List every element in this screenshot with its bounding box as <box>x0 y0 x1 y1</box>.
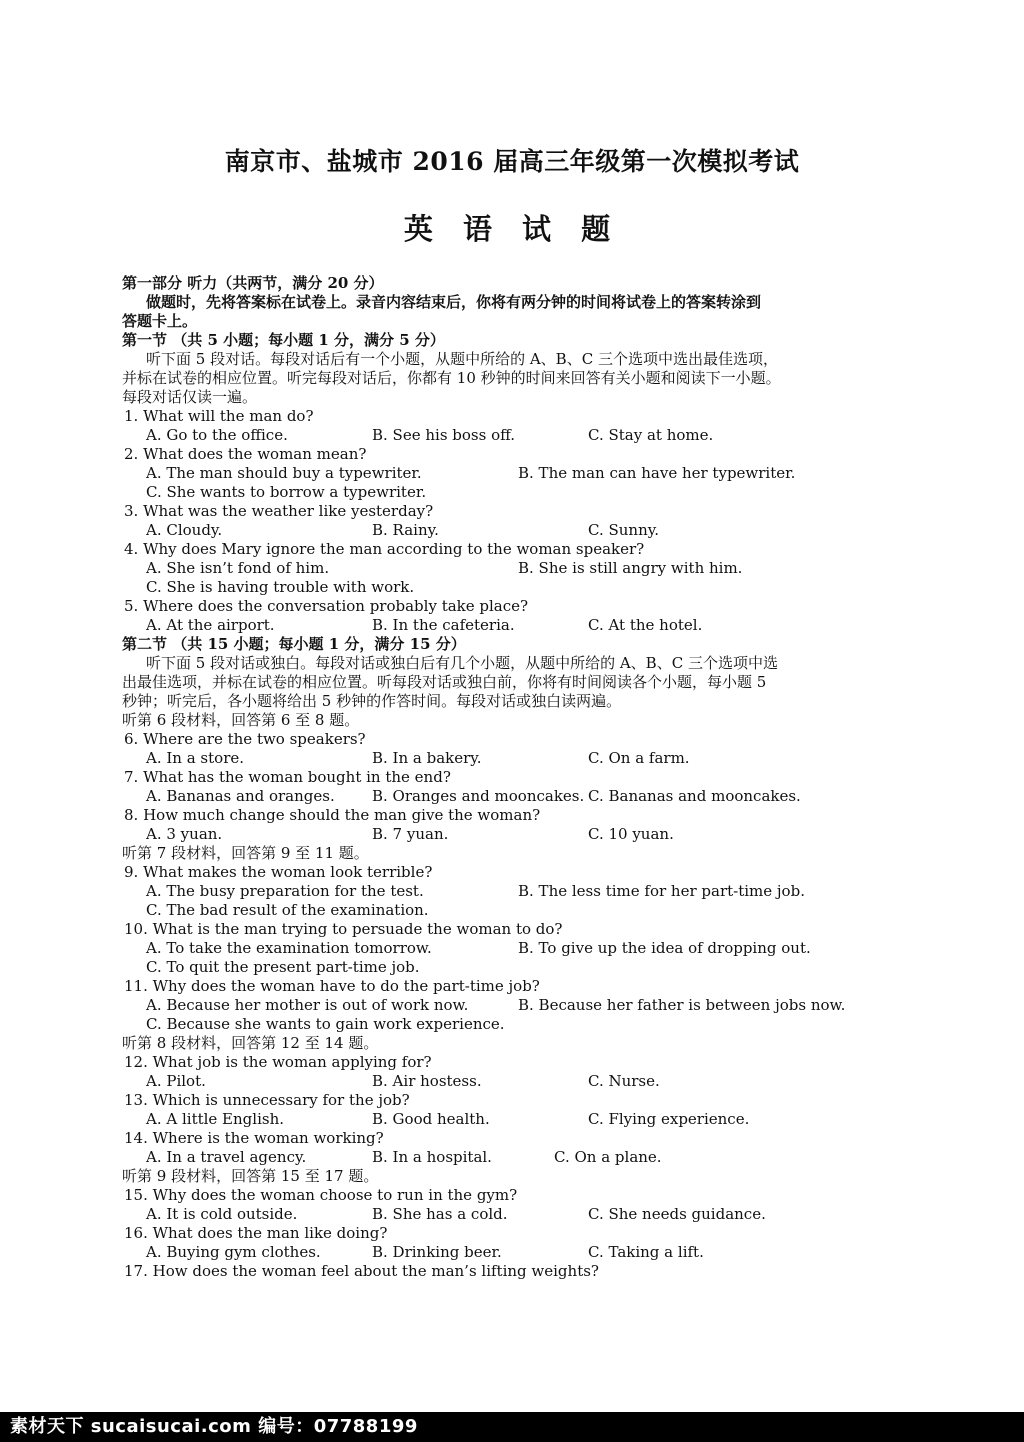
option-b: B. Good health. <box>372 1110 490 1128</box>
instruction-text: 听下面 5 段对话。每段对话后有一个小题，从题中所给的 A、B、C 三个选项中选出最佳选项， <box>146 350 778 368</box>
option-c: C. She is having trouble with work. <box>146 578 415 596</box>
answer-options <box>122 996 912 1015</box>
option-c: C. Taking a lift. <box>588 1243 704 1261</box>
answer-options <box>122 559 912 578</box>
answer-options <box>122 1243 912 1262</box>
option-a: A. A little English. <box>146 1110 284 1128</box>
question-text: 12. What job is the woman applying for? <box>124 1053 432 1071</box>
option-b: B. In a hospital. <box>372 1148 492 1166</box>
instruction-text: 听第 9 段材料，回答第 15 至 17 题。 <box>122 1167 379 1185</box>
instruction-text: 每段对话仅读一遍。 <box>122 388 258 406</box>
answer-options <box>122 749 912 768</box>
question-text: 16. What does the man like doing? <box>124 1224 388 1242</box>
option-a: A. Buying gym clothes. <box>146 1243 321 1261</box>
option-c: C. On a farm. <box>588 749 690 767</box>
answer-options <box>122 521 912 540</box>
option-a: A. At the airport. <box>146 616 275 634</box>
option-a: A. Because her mother is out of work now. <box>146 996 469 1014</box>
instruction-text: 听第 7 段材料，回答第 9 至 11 题。 <box>122 844 369 862</box>
instruction-text: 听第 6 段材料，回答第 6 至 8 题。 <box>122 711 360 729</box>
option-b: B. The man can have her typewriter. <box>518 464 796 482</box>
answer-options <box>122 882 912 901</box>
option-c: C. Stay at home. <box>588 426 714 444</box>
question-text: 15. Why does the woman choose to run in the gym? <box>124 1186 518 1204</box>
option-c: C. 10 yuan. <box>588 825 674 843</box>
option-c: C. Sunny. <box>588 521 659 539</box>
answer-options <box>122 578 912 597</box>
option-b: B. The less time for her part-time job. <box>518 882 805 900</box>
answer-options <box>122 1072 912 1091</box>
instruction-text: 听第 8 段材料，回答第 12 至 14 题。 <box>122 1034 379 1052</box>
option-a: A. 3 yuan. <box>146 825 223 843</box>
option-a: A. Go to the office. <box>146 426 288 444</box>
answer-options <box>122 787 912 806</box>
question-text: 6. Where are the two speakers? <box>124 730 366 748</box>
question-text: 4. Why does Mary ignore the man according to the woman speaker? <box>124 540 645 558</box>
option-c: C. To quit the present part-time job. <box>146 958 420 976</box>
section-heading: 第二节 （共 15 小题；每小题 1 分，满分 15 分） <box>122 635 466 653</box>
option-c: C. The bad result of the examination. <box>146 901 429 919</box>
answer-options <box>122 825 912 844</box>
option-b: B. In the cafeteria. <box>372 616 515 634</box>
option-a: A. In a travel agency. <box>146 1148 307 1166</box>
option-a: A. In a store. <box>146 749 245 767</box>
question-text: 9. What makes the woman look terrible? <box>124 863 433 881</box>
option-b: B. Drinking beer. <box>372 1243 502 1261</box>
option-a: A. The busy preparation for the test. <box>146 882 424 900</box>
option-c: C. Bananas and mooncakes. <box>588 787 801 805</box>
section-heading: 第一部分 听力（共两节，满分 20 分） <box>122 274 384 292</box>
exam-body <box>122 274 912 1281</box>
answer-options <box>122 958 912 977</box>
option-a: A. Pilot. <box>146 1072 206 1090</box>
question-text: 3. What was the weather like yesterday? <box>124 502 434 520</box>
section-heading: 第一节 （共 5 小题；每小题 1 分，满分 5 分） <box>122 331 445 349</box>
option-b: B. 7 yuan. <box>372 825 449 843</box>
option-c: C. On a plane. <box>554 1148 662 1166</box>
option-a: A. The man should buy a typewriter. <box>146 464 422 482</box>
answer-options <box>122 1205 912 1224</box>
option-a: A. Cloudy. <box>146 521 223 539</box>
instruction-text: 听下面 5 段对话或独白。每段对话或独白后有几个小题，从题中所给的 A、B、C 三个选项中选 <box>146 654 778 672</box>
option-c: C. Nurse. <box>588 1072 660 1090</box>
answer-options <box>122 483 912 502</box>
option-a: A. To take the examination tomorrow. <box>146 939 432 957</box>
option-b: B. She is still angry with him. <box>518 559 743 577</box>
question-text: 11. Why does the woman have to do the part-time job? <box>124 977 540 995</box>
question-text: 17. How does the woman feel about the man’s lifting weights? <box>124 1262 599 1280</box>
option-c: C. At the hotel. <box>588 616 703 634</box>
exam-title: 南京市、盐城市 2016 届高三年级第一次模拟考试 <box>224 147 800 176</box>
question-text: 2. What does the woman mean? <box>124 445 367 463</box>
option-b: B. See his boss off. <box>372 426 515 444</box>
option-a: A. Bananas and oranges. <box>146 787 335 805</box>
instruction-text: 并标在试卷的相应位置。听完每段对话后，你都有 10 秒钟的时间来回答有关小题和阅读下一小题。 <box>122 369 781 387</box>
question-text: 13. Which is unnecessary for the job? <box>124 1091 410 1109</box>
option-b: B. Air hostess. <box>372 1072 482 1090</box>
answer-options <box>122 1110 912 1129</box>
instruction-text: 出最佳选项，并标在试卷的相应位置。听每段对话或独白前，你将有时间阅读各个小题，每小题 5 <box>122 673 767 691</box>
question-text: 8. How much change should the man give the woman? <box>124 806 541 824</box>
answer-options <box>122 1015 912 1034</box>
instruction-text: 做题时，先将答案标在试卷上。录音内容结束后，你将有两分钟的时间将试卷上的答案转涂到 <box>146 293 762 311</box>
question-text: 1. What will the man do? <box>124 407 314 425</box>
question-text: 14. Where is the woman working? <box>124 1129 384 1147</box>
option-c: C. Flying experience. <box>588 1110 750 1128</box>
question-text: 10. What is the man trying to persuade the woman to do? <box>124 920 563 938</box>
exam-subtitle: 英 语 试 题 <box>403 212 621 246</box>
option-a: A. She isn’t fond of him. <box>146 559 330 577</box>
answer-options <box>122 464 912 483</box>
answer-options <box>122 901 912 920</box>
option-c: C. She needs guidance. <box>588 1205 766 1223</box>
option-c: C. Because she wants to gain work experience. <box>146 1015 505 1033</box>
option-b: B. Because her father is between jobs now. <box>518 996 846 1014</box>
option-b: B. In a bakery. <box>372 749 482 767</box>
answer-options <box>122 1148 912 1167</box>
option-b: B. Oranges and mooncakes. <box>372 787 585 805</box>
answer-options <box>122 939 912 958</box>
answer-options <box>122 616 912 635</box>
question-text: 5. Where does the conversation probably take place? <box>124 597 529 615</box>
section-heading: 答题卡上。 <box>122 312 198 330</box>
option-b: B. Rainy. <box>372 521 439 539</box>
instruction-text: 秒钟；听完后，各小题将给出 5 秒钟的作答时间。每段对话或独白读两遍。 <box>122 692 622 710</box>
question-text: 7. What has the woman bought in the end? <box>124 768 451 786</box>
option-b: B. To give up the idea of dropping out. <box>518 939 811 957</box>
watermark-banner: 素材天下 sucaisucai.com 编号：07788199 <box>0 1412 1024 1442</box>
option-a: A. It is cold outside. <box>146 1205 298 1223</box>
option-b: B. She has a cold. <box>372 1205 508 1223</box>
answer-options <box>122 426 912 445</box>
option-c: C. She wants to borrow a typewriter. <box>146 483 427 501</box>
